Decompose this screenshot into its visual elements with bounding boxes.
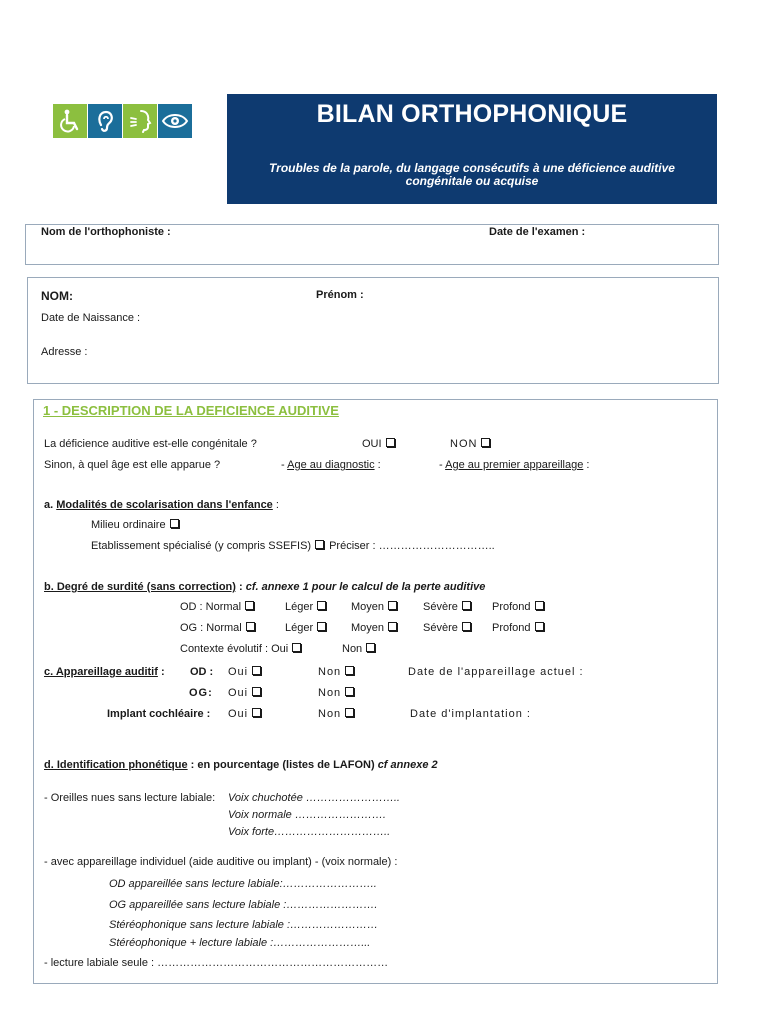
c-implant-non-option[interactable]: Non <box>318 708 354 720</box>
checkbox-icon[interactable] <box>462 622 471 631</box>
od-normal-option[interactable]: OD : Normal <box>180 601 254 613</box>
checkbox-icon[interactable] <box>386 438 395 447</box>
checkbox-icon[interactable] <box>462 601 471 610</box>
checkbox-icon[interactable] <box>388 601 397 610</box>
age-question: Sinon, à quel âge est elle apparue ? <box>44 459 221 471</box>
voix-chuchotee-field[interactable]: Voix chuchotée …………………….. <box>228 792 400 804</box>
milieu-ordinaire-option[interactable]: Milieu ordinaire <box>91 519 179 531</box>
age-appareillage-field[interactable]: - Age au premier appareillage : <box>439 459 590 471</box>
oreilles-nues-label: - Oreilles nues sans lecture labiale: <box>44 792 216 804</box>
checkbox-icon[interactable] <box>535 622 544 631</box>
logo-strip <box>53 104 194 138</box>
voix-forte-field[interactable]: Voix forte………………………….. <box>228 826 391 838</box>
stereo-sans-ll-field[interactable]: Stéréophonique sans lecture labiale :…………………… <box>109 919 379 931</box>
stereo-plus-ll-field[interactable]: Stéréophonique + lecture labiale :……………………... <box>109 937 371 949</box>
checkbox-icon[interactable] <box>345 708 354 717</box>
og-leger-option[interactable]: Léger <box>285 622 326 634</box>
checkbox-icon[interactable] <box>535 601 544 610</box>
c-og-oui-option[interactable]: Oui <box>228 687 261 699</box>
contexte-evolutif-non-option[interactable]: Non <box>342 643 375 655</box>
face-speech-icon <box>123 104 157 138</box>
checkbox-icon[interactable] <box>170 519 179 528</box>
subsection-d-title: d. Identification phonétique : en pourcentage (listes de LAFON) cf annexe 2 <box>44 759 438 771</box>
exam-date-field[interactable]: Date de l'examen : <box>489 226 586 238</box>
subtitle-line-2: congénitale ou acquise <box>405 174 539 188</box>
nom-field[interactable]: NOM: <box>41 289 73 303</box>
c-od-oui-option[interactable]: Oui <box>228 666 261 678</box>
checkbox-icon[interactable] <box>315 540 324 549</box>
voix-normale-field[interactable]: Voix normale ……………………. <box>228 809 386 821</box>
od-moyen-option[interactable]: Moyen <box>351 601 397 613</box>
section-1-title: 1 - DESCRIPTION DE LA DEFICIENCE AUDITIVE <box>43 403 339 418</box>
congenital-question: La déficience auditive est-elle congénitale ? <box>44 438 257 450</box>
checkbox-icon[interactable] <box>252 666 261 675</box>
checkbox-icon[interactable] <box>345 687 354 696</box>
checkbox-icon[interactable] <box>317 601 326 610</box>
c-od-label: OD : <box>190 666 214 678</box>
checkbox-icon[interactable] <box>252 687 261 696</box>
contexte-evolutif-oui-option[interactable]: Contexte évolutif : Oui <box>180 643 301 655</box>
title-banner <box>227 94 717 204</box>
lecture-labiale-seule-field[interactable]: - lecture labiale seule : ……………………………………………………… <box>44 957 389 969</box>
og-profond-option[interactable]: Profond <box>492 622 544 634</box>
age-diagnostic-field[interactable]: - Age au diagnostic : <box>281 459 381 471</box>
og-severe-option[interactable]: Sévère <box>423 622 471 634</box>
checkbox-icon[interactable] <box>245 601 254 610</box>
date-implantation-field[interactable]: Date d'implantation : <box>410 708 531 720</box>
checkbox-icon[interactable] <box>246 622 255 631</box>
checkbox-icon[interactable] <box>292 643 301 652</box>
subtitle-line-1: Troubles de la parole, du langage consécutifs à une déficience auditive <box>269 161 675 175</box>
c-og-non-option[interactable]: Non <box>318 687 354 699</box>
od-appareillee-field[interactable]: OD appareillée sans lecture labiale:…………………….. <box>109 878 377 890</box>
og-moyen-option[interactable]: Moyen <box>351 622 397 634</box>
subsection-b-title: b. Degré de surdité (sans correction) : cf. annexe 1 pour le calcul de la perte auditive <box>44 581 486 593</box>
avec-appareillage-label: - avec appareillage individuel (aide auditive ou implant) - (voix normale) : <box>44 856 398 868</box>
og-normal-option[interactable]: OG : Normal <box>180 622 255 634</box>
checkbox-icon[interactable] <box>481 438 490 447</box>
prenom-field[interactable]: Prénom : <box>316 289 364 301</box>
checkbox-icon[interactable] <box>345 666 354 675</box>
wheelchair-icon <box>53 104 87 138</box>
c-od-non-option[interactable]: Non <box>318 666 354 678</box>
eye-icon <box>158 104 192 138</box>
section-1-box <box>33 399 718 984</box>
checkbox-icon[interactable] <box>388 622 397 631</box>
od-severe-option[interactable]: Sévère <box>423 601 471 613</box>
congenital-non-option[interactable]: NON <box>450 438 490 450</box>
c-implant-label: Implant cochléaire : <box>107 708 211 720</box>
c-og-label: OG: <box>189 687 213 699</box>
date-appareillage-field[interactable]: Date de l'appareillage actuel : <box>408 666 584 678</box>
document-title: BILAN ORTHOPHONIQUE <box>316 100 628 128</box>
checkbox-icon[interactable] <box>252 708 261 717</box>
patient-box <box>27 277 719 384</box>
od-profond-option[interactable]: Profond <box>492 601 544 613</box>
subsection-c-title: c. Appareillage auditif : <box>44 666 165 678</box>
og-appareillee-field[interactable]: OG appareillée sans lecture labiale :……………………. <box>109 899 378 911</box>
orthophoniste-name-field[interactable]: Nom de l'orthophoniste : <box>41 226 171 238</box>
etablissement-specialise-option[interactable]: Etablissement spécialisé (y compris SSEFIS) Préciser : ………………………….. <box>91 540 495 552</box>
congenital-oui-option[interactable]: OUI <box>362 438 395 450</box>
checkbox-icon[interactable] <box>317 622 326 631</box>
c-implant-oui-option[interactable]: Oui <box>228 708 261 720</box>
od-leger-option[interactable]: Léger <box>285 601 326 613</box>
checkbox-icon[interactable] <box>366 643 375 652</box>
address-field[interactable]: Adresse : <box>41 346 88 358</box>
document-subtitle <box>247 162 697 188</box>
birthdate-field[interactable]: Date de Naissance : <box>41 312 141 324</box>
ear-icon <box>88 104 122 138</box>
subsection-a-title: a. Modalités de scolarisation dans l'enfance : <box>44 499 279 511</box>
